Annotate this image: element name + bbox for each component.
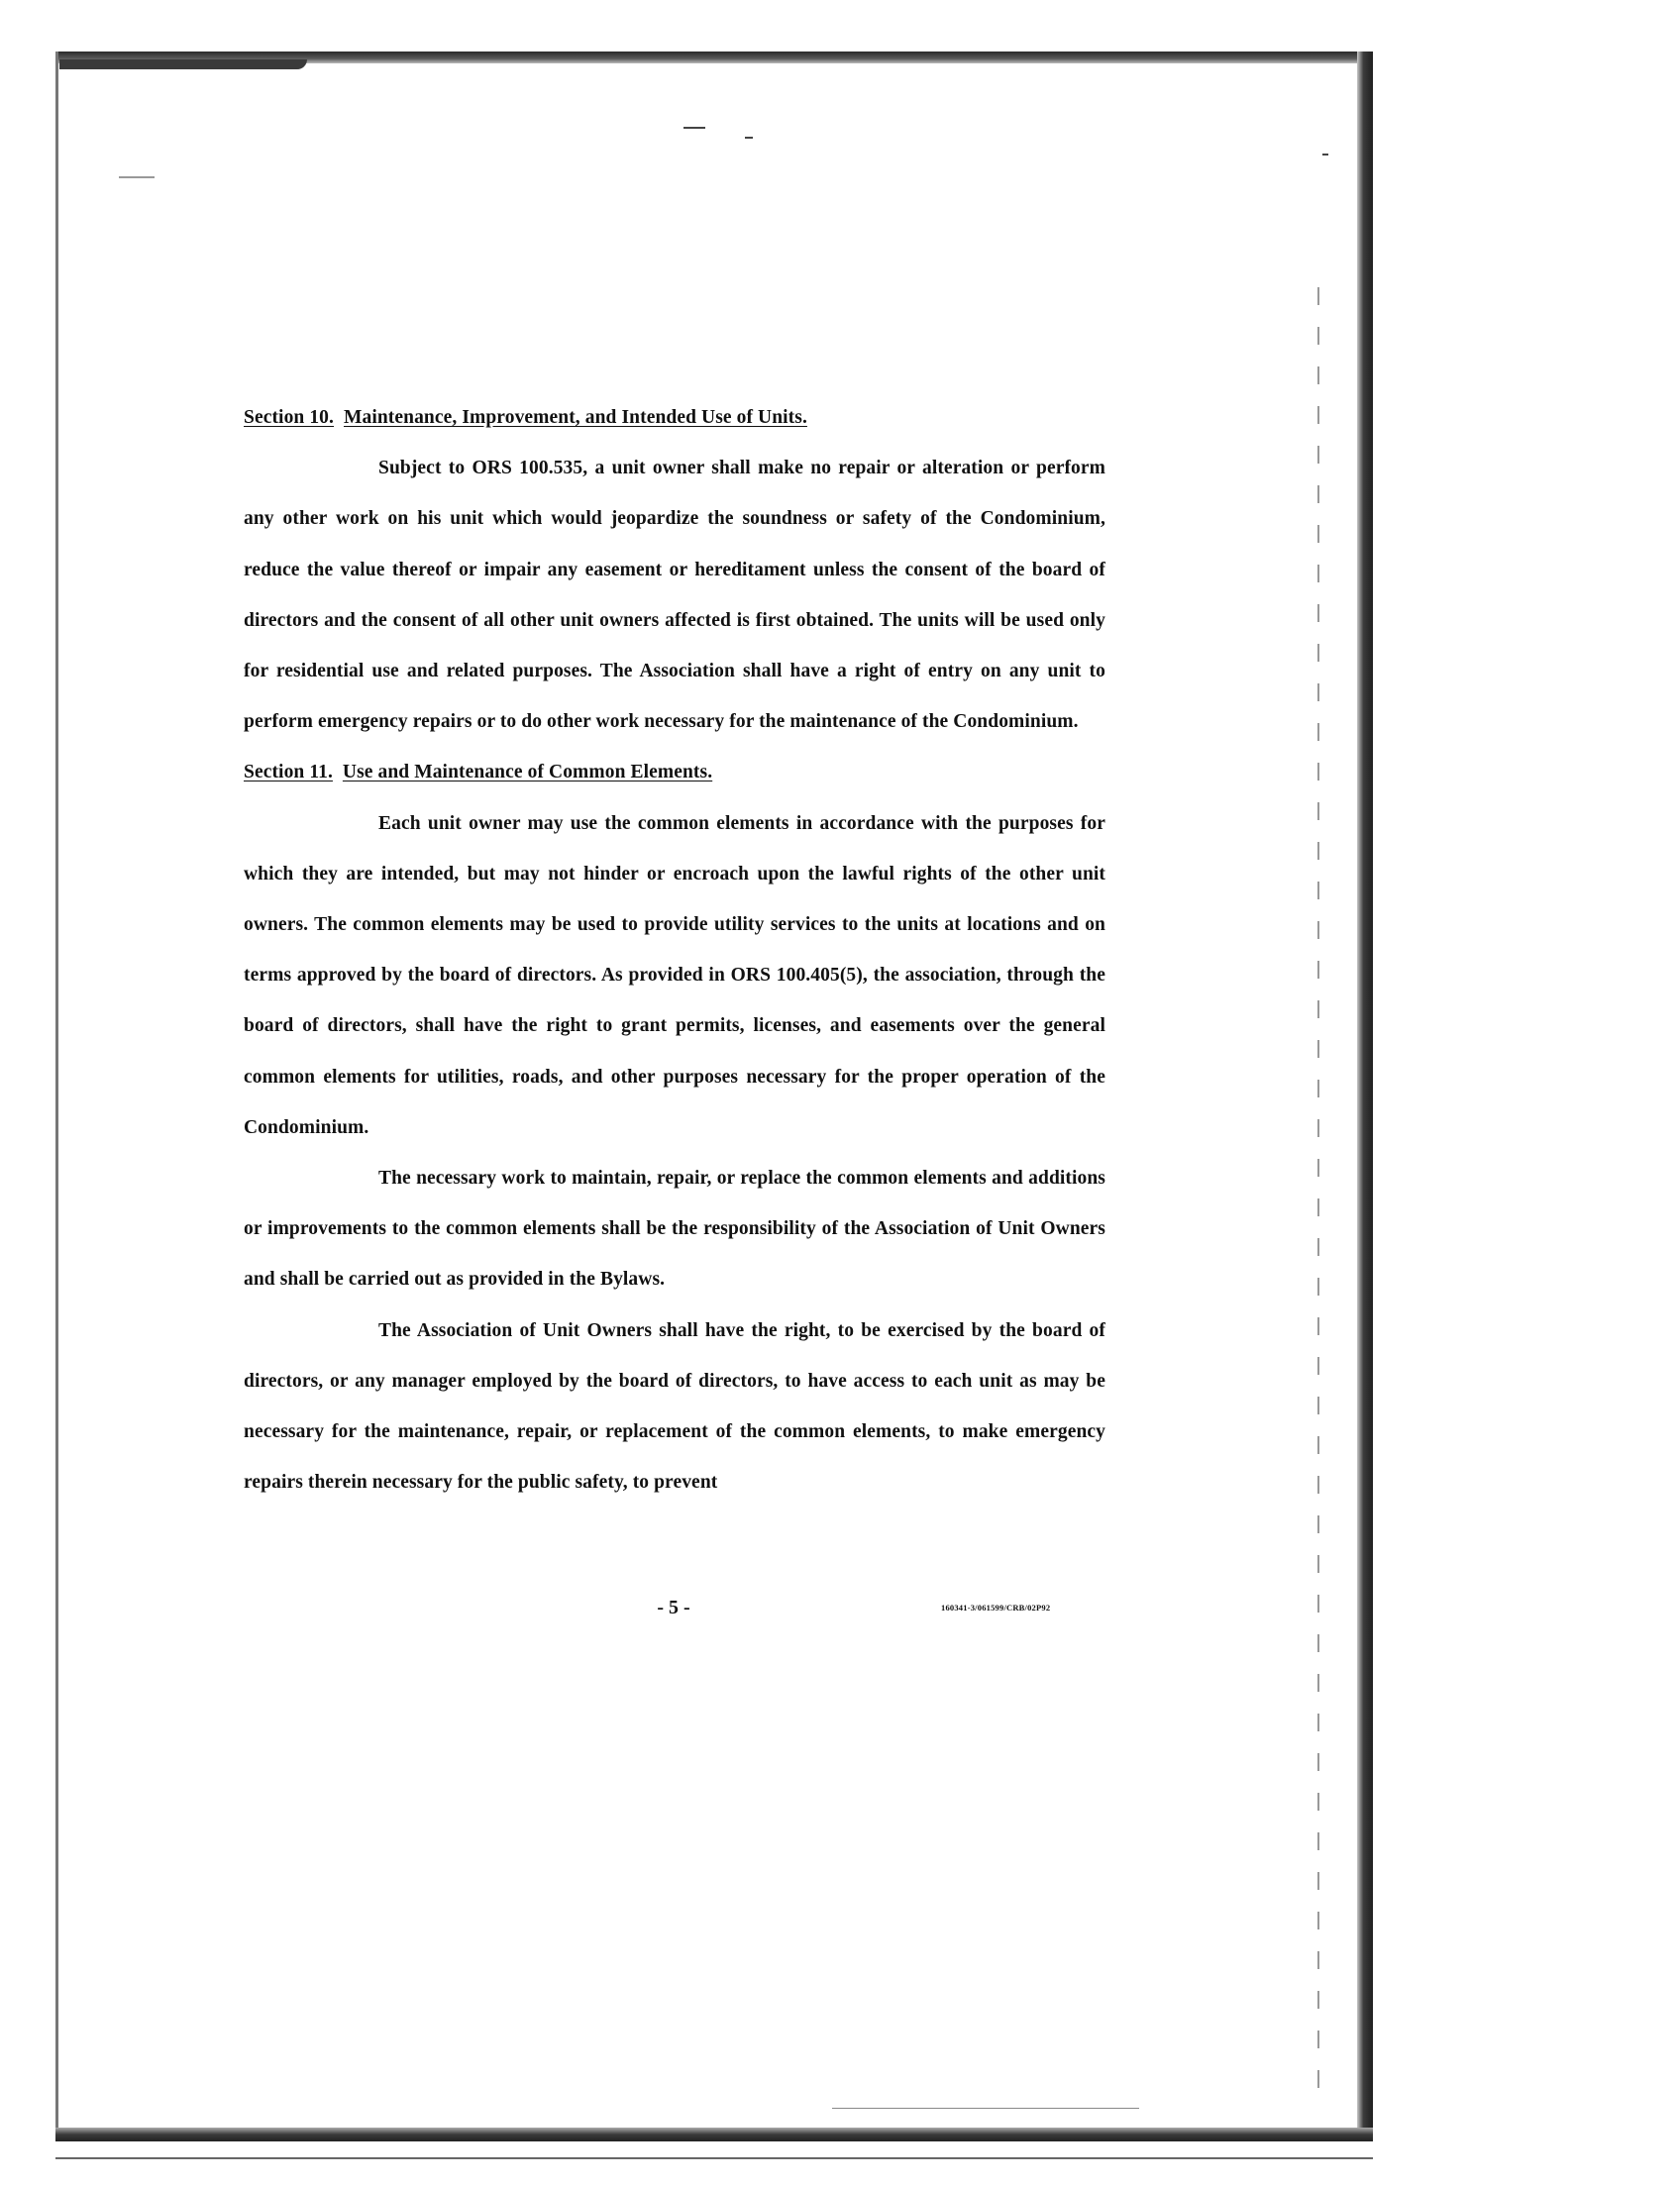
scan-bottom-line bbox=[55, 2157, 1373, 2159]
section-11-heading bbox=[244, 747, 1105, 797]
scan-right-edge bbox=[1357, 52, 1373, 2141]
scan-bottom-edge bbox=[55, 2128, 1373, 2141]
section-10-paragraph-1: Subject to ORS 100.535, a unit owner shall make no repair or alteration or perform any other work on his unit which would jeopardize the soundness or safety of the Condominium, reduce the value thereof or impair any easement or hereditament unless the consent of the board of directors and the consent of all other unit owners affected is first obtained. The units will be used only for residential use and related purposes. The Association shall have a right of entry on any unit to perform emergency repairs or to do other work necessary for the maintenance of the Condominium. bbox=[244, 458, 1105, 733]
scan-right-artifact bbox=[1317, 287, 1319, 2110]
scan-top-shadow bbox=[59, 59, 307, 69]
section-11-title: Use and Maintenance of Common Elements. bbox=[342, 762, 713, 783]
page-number: - 5 - bbox=[657, 1597, 690, 1618]
section-10-heading bbox=[244, 392, 1105, 443]
document-code: 160341-3/061599/CRB/02P92 bbox=[941, 1603, 1051, 1613]
scan-speck bbox=[683, 127, 705, 129]
scan-speck bbox=[119, 176, 155, 178]
section-11-paragraph-1: Each unit owner may use the common elements in accordance with the purposes for which they are intended, but may not hinder or encroach upon the lawful rights of the other unit owners. The common elements may be used to provide utility services to the units at locations and on terms approved by the board of directors. As provided in ORS 100.405(5), the association, through the board of directors, shall have the right to grant permits, licenses, and easements over the general common elements for utilities, roads, and other purposes necessary for the proper operation of the Condominium. bbox=[244, 812, 1105, 1138]
section-11-paragraph-3: The Association of Unit Owners shall have the right, to be exercised by the board of directors, or any manager employed by the board of directors, to have access to each unit as may be necessary for the maintenance, repair, or replacement of the common elements, to make emergency repairs therein necessary for the public safety, to prevent bbox=[244, 1319, 1105, 1494]
section-11-paragraph-2: The necessary work to maintain, repair, or replace the common elements and additions or improvements to the common elements shall be the responsibility of the Association of Unit Owners and shall be carried out as provided in the Bylaws. bbox=[244, 1168, 1105, 1291]
scan-speck bbox=[745, 137, 753, 139]
section-10-number: Section 10. bbox=[244, 407, 335, 428]
scan-left-edge bbox=[55, 52, 58, 2141]
scan-speck bbox=[832, 2108, 1139, 2109]
scan-speck bbox=[1322, 154, 1328, 156]
section-11-number: Section 11. bbox=[244, 762, 333, 783]
section-10-title: Maintenance, Improvement, and Intended Use of Units. bbox=[343, 407, 807, 428]
document-body bbox=[244, 392, 1105, 1508]
